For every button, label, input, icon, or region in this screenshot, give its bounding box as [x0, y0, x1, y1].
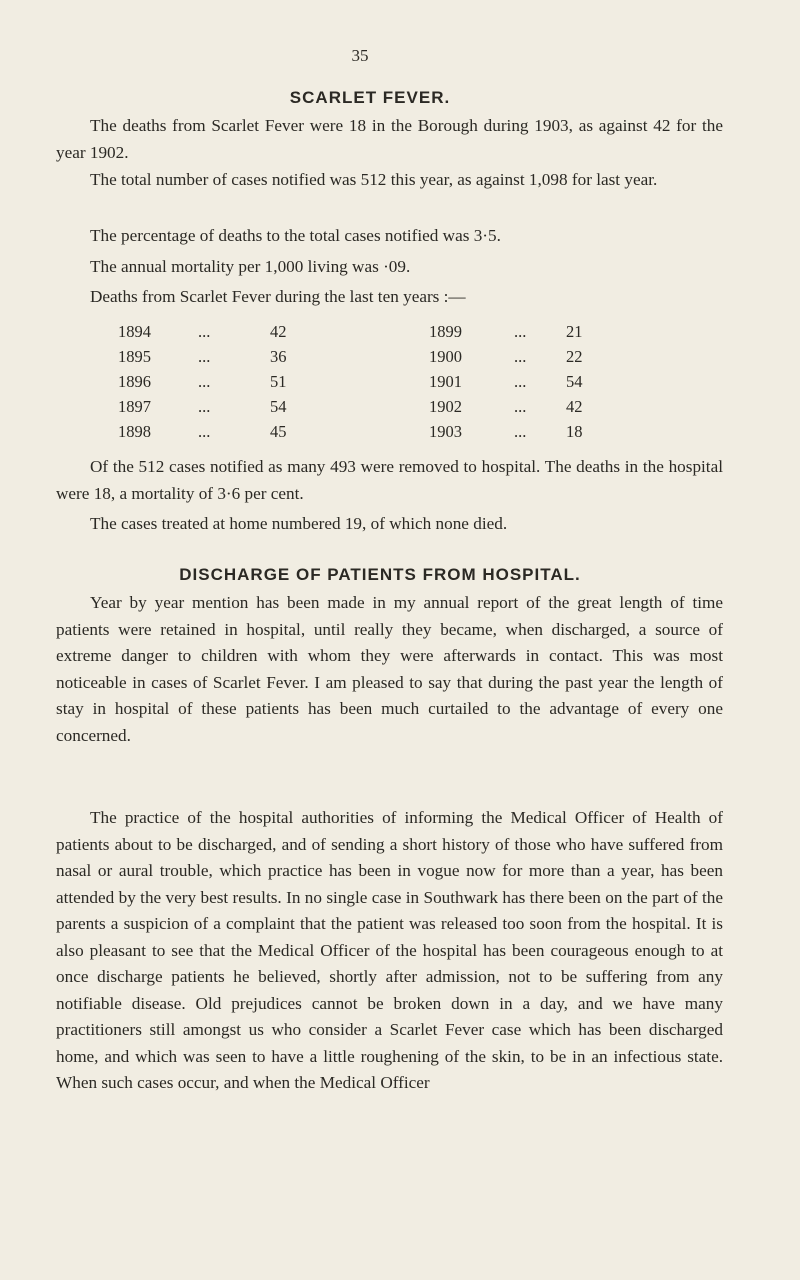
- table-cell-year: 1895: [118, 347, 151, 366]
- table-cell-leader: ...: [198, 397, 211, 416]
- table-cell-deaths: 42: [566, 397, 583, 416]
- table-row: [0, 397, 800, 421]
- paragraph-annual-mortality: The annual mortality per 1,000 living was ·09.: [90, 257, 411, 276]
- table-cell-leader: ...: [514, 347, 527, 366]
- paragraph-hospital-practice: The practice of the hospital authorities of informing the Medical Officer of Health of patients about to be discharged, and of sending a short history of those who have suffered from nasal or aural trouble, which practice has been in vogue now for more than a year, has been attended by the very best results. In no single case in Southwark has there been on the part of the parents a suspicion of a complaint that the patient was released too soon from the hospital. It is also pleasant to see that the Medical Officer of the hospital has been courageous enough to at once discharge patients he believed, shortly after admission, not to be suffering from any notifiable disease. Old prejudices cannot be broken down in a day, and we have many practitioners still amongst us who consider a Scarlet Fever case which has been discharged home, and which was seen to have a little roughening of the skin, to be in an infectious state. When such cases occur, and when the Medical Officer: [56, 808, 723, 1092]
- table-cell-year: 1903: [429, 422, 462, 441]
- table-cell-deaths: 22: [566, 347, 583, 366]
- paragraph-length-of-stay: Year by year mention has been made in my annual report of the great length of time patients were retained in hospital, until really they became, when discharged, a source of extreme danger to children with whom they were afterwards in contact. This was most noticeable in cases of Scarlet Fever. I am pleased to say that during the past year the length of stay in hospital of these patients has been much curtailed to the advantage of every one concerned.: [56, 593, 723, 745]
- table-row: [0, 372, 800, 396]
- table-cell-leader: ...: [198, 372, 211, 391]
- table-cell-deaths: 36: [270, 347, 287, 366]
- section-heading-discharge: DISCHARGE OF PATIENTS FROM HOSPITAL.: [179, 565, 581, 584]
- table-cell-deaths: 42: [270, 322, 287, 341]
- table-cell-year: 1898: [118, 422, 151, 441]
- table-cell-leader: ...: [514, 422, 527, 441]
- table-cell-leader: ...: [514, 397, 527, 416]
- table-cell-leader: ...: [514, 322, 527, 341]
- paragraph-cases-notified: The total number of cases notified was 512 this year, as against 1,098 for last year.: [90, 170, 658, 189]
- section-heading-scarlet-fever: SCARLET FEVER.: [289, 88, 451, 107]
- page-number: 35: [351, 46, 369, 65]
- table-row: [0, 422, 800, 446]
- table-row: [0, 322, 800, 346]
- paragraph-deaths: The deaths from Scarlet Fever were 18 in the Borough during 1903, as against 42 for the year 1902.: [56, 116, 723, 162]
- table-cell-year: 1894: [118, 322, 151, 341]
- table-cell-deaths: 51: [270, 372, 287, 391]
- table-cell-leader: ...: [514, 372, 527, 391]
- paragraph-hospital-removals: Of the 512 cases notified as many 493 were removed to hospital. The deaths in the hospital were 18, a mortality of 3·6 per cent.: [56, 457, 723, 503]
- table-cell-year: 1896: [118, 372, 151, 391]
- paragraph-home-cases: The cases treated at home numbered 19, of which none died.: [90, 514, 508, 533]
- table-cell-deaths: 45: [270, 422, 287, 441]
- table-cell-year: 1900: [429, 347, 462, 366]
- table-cell-leader: ...: [198, 422, 211, 441]
- paragraph-percentage: The percentage of deaths to the total cases notified was 3·5.: [90, 226, 501, 245]
- table-cell-deaths: 21: [566, 322, 583, 341]
- table-cell-leader: ...: [198, 322, 211, 341]
- table-cell-year: 1899: [429, 322, 462, 341]
- paragraph-table-intro: Deaths from Scarlet Fever during the last ten years :—: [90, 287, 466, 306]
- table-cell-year: 1901: [429, 372, 462, 391]
- table-cell-leader: ...: [198, 347, 211, 366]
- table-cell-deaths: 18: [566, 422, 583, 441]
- table-row: [0, 347, 800, 371]
- table-cell-year: 1897: [118, 397, 151, 416]
- table-cell-year: 1902: [429, 397, 462, 416]
- table-cell-deaths: 54: [270, 397, 287, 416]
- table-cell-deaths: 54: [566, 372, 583, 391]
